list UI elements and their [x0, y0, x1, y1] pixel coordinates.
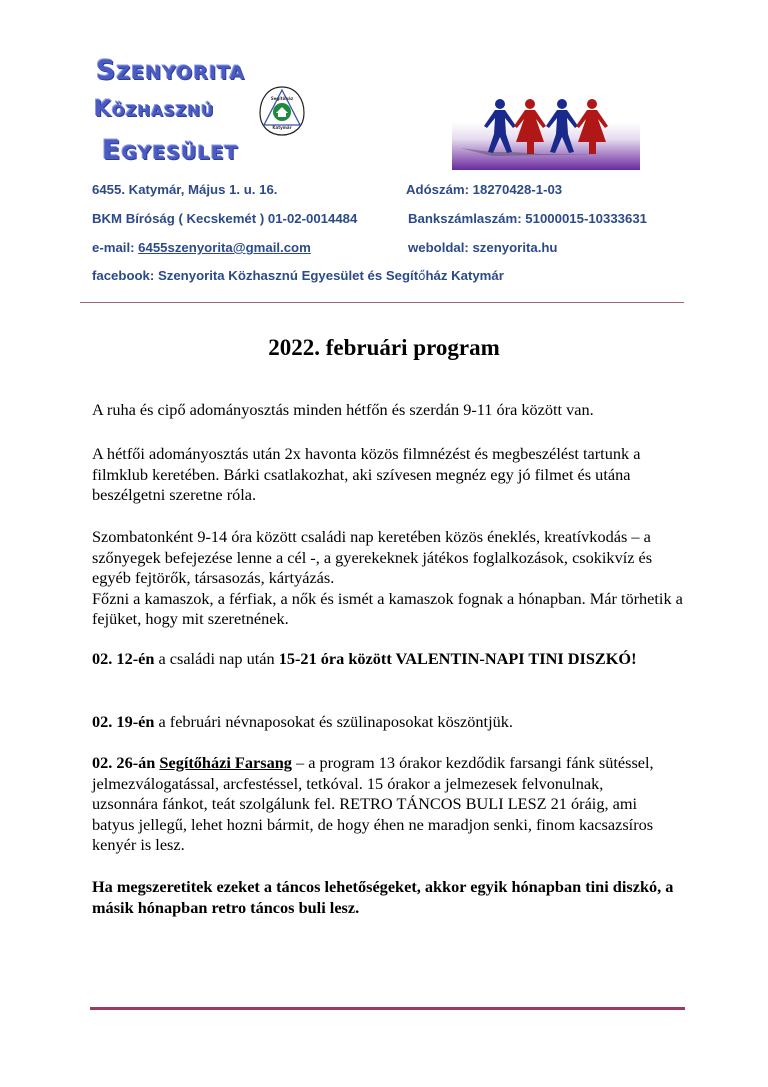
segitohaz-seal-icon	[258, 85, 306, 137]
paragraph-filmclub: A hétfői adományosztás után 2x havonta közös filmnézést és megbeszélést tartunk a filmklub keretében. Bárki csatlakozhat, aki szívesen megnéz egy jó filmet és utána beszélgetni szeretne róla.	[92, 444, 641, 505]
paragraph-carnival	[92, 753, 672, 856]
page-title: 2022. februári program	[268, 335, 500, 360]
logo-line-2: Közhasznú	[94, 97, 215, 122]
bank-account-text: Bankszámlaszám: 51000015-10333631	[408, 211, 648, 226]
paragraph-cooking-text: Főzni a kamaszok, a férfiak, a nők és ismét a kamaszok fognak a hónapban. Már törhetik a fejüket, hogy mit szeretnének.	[92, 588, 683, 629]
valentine-date: 02. 12-én	[92, 649, 155, 668]
carnival-text: – a program 13 órakor kezdődik farsangi fánk sütéssel, jelmezválogatással, arcfestéssel, tetkóval. 15 órakor a jelmezesek felvonulnak, uzsonnára fánkot, teát szolgálunk fel. RETRO TÁNCOS BULI LESZ 21 óráig, ami batyus jellegű, lehet hozni bármit, de hogy éhen ne maradjon senki, finom kacsazsíros kenyér is lesz.	[92, 753, 654, 855]
paragraph-nameday	[92, 712, 692, 733]
tax-number-text: Adószám: 18270428-1-03	[406, 182, 563, 197]
carnival-title: Segítőházi Farsang	[159, 753, 292, 772]
nameday-text: a februári névnaposokat és szülinaposokat köszöntjük.	[154, 712, 513, 731]
address-text: 6455. Katymár, Május 1. u. 16.	[92, 182, 278, 197]
paragraph-saturday	[92, 527, 687, 630]
logo-line-3: Egyesület	[102, 135, 239, 166]
court-registration-text: BKM Bíróság ( Kecskemét ) 01-02-0014484	[92, 211, 358, 226]
seal-text-top: Segítőház	[270, 96, 294, 101]
valentine-event: 15-21 óra között VALENTIN-NAPI TINI DISZKÓ!	[278, 649, 637, 668]
nameday-date: 02. 19-én	[92, 712, 155, 731]
email-link[interactable]: 6455szenyorita@gmail.com	[138, 240, 311, 255]
organization-logo	[88, 55, 308, 170]
paragraph-closing: Ha megszeretitek ezeket a táncos lehetőségeket, akkor egyik hónapban tini diszkó, a másik hónapban retro táncos buli lesz.	[92, 877, 674, 917]
paragraph-saturday-text: Szombatonként 9-14 óra között családi nap keretében közös éneklés, kreatívkodás – a szőnyegek befejezése lenne a cél -, a gyerekeknek játékos foglalkozások, csokikvíz és egyéb fejtörők, társasozás, kártyázás.	[92, 527, 653, 588]
email-label: e-mail:	[92, 240, 139, 255]
carnival-date: 02. 26-án	[92, 753, 160, 772]
paragraph-donation: A ruha és cipő adományosztás minden hétfőn és szerdán 9-11 óra között van.	[92, 400, 594, 419]
seal-text-bottom: Katymár	[272, 125, 292, 130]
paragraph-valentine	[92, 649, 652, 670]
facebook-text	[92, 268, 504, 283]
footer-divider	[90, 1007, 685, 1010]
facebook-o-char: ő	[418, 269, 426, 283]
website-text: weboldal: szenyorita.hu	[408, 240, 558, 255]
people-holding-hands-icon	[452, 90, 664, 170]
header-divider	[80, 302, 684, 303]
facebook-suffix: ház Katymár	[425, 268, 504, 283]
valentine-text: a családi nap után	[154, 649, 279, 668]
logo-line-1: Szenyorita	[96, 55, 246, 86]
email-line	[92, 240, 311, 255]
facebook-prefix: facebook: Szenyorita Közhasznú Egyesület és Segít	[92, 268, 419, 283]
